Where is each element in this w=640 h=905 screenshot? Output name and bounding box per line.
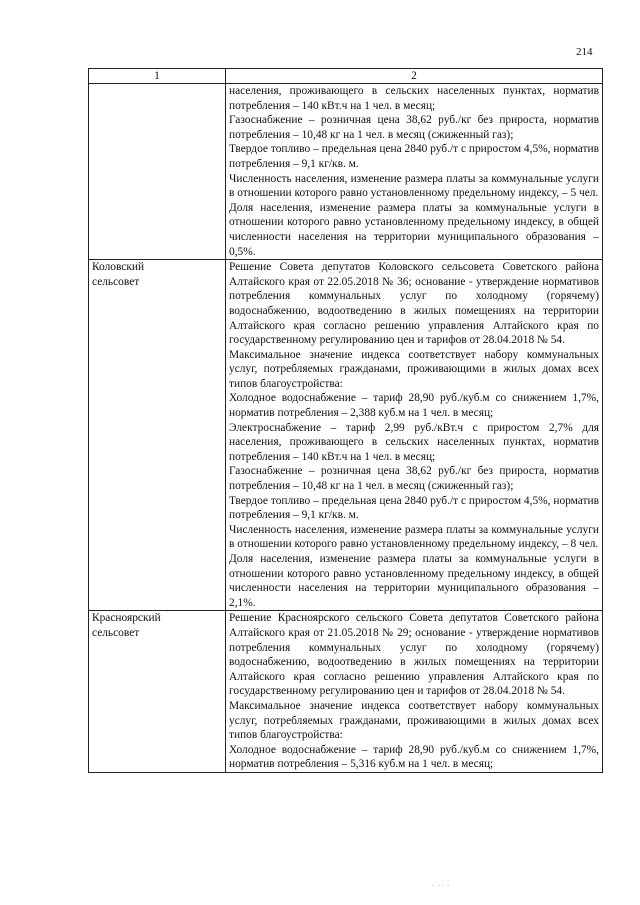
paragraph: Максимальное значение индекса соответствует набору коммунальных услуг, потребляемых гражданами, проживающими в жилых домах всех типов благоустройства: [229,699,599,742]
table-header-row [89,69,603,84]
table-row [89,84,603,260]
municipal-index-table [88,68,603,773]
municipality-cell [89,260,226,611]
column-header-1: 1 [89,69,226,84]
paragraph: Численность населения, изменение размера платы за коммунальные услуги в отношении которого равно установленному предельному индексу, – 5 чел. [229,172,599,200]
municipality-cell [89,84,226,260]
description-cell [226,84,603,260]
paragraph: Максимальное значение индекса соответствует набору коммунальных услуг, потребляемых гражданами, проживающими в жилых домах всех типов благоустройства: [229,348,599,390]
scan-mark: · ·· · [432,882,451,890]
municipality-name-line: Красноярский [92,612,161,625]
paragraph: населения, проживающего в сельских населенных пунктах, норматив потребления – 140 кВт.ч на 1 чел. в месяц; [229,85,599,112]
paragraph: Твердое топливо – предельная цена 2840 руб./т с приростом 4,5%, норматив потребления – 9,1 кг/кв. м. [229,494,599,522]
description-cell [226,260,603,611]
table-row [89,260,603,611]
paragraph: Доля населения, изменение размера платы за коммунальные услуги в отношении которого равно установленному предельному индексу, в общей численности населения на территории муниципального образования – 0,5%. [229,201,599,258]
municipality-cell [89,611,226,773]
paragraph: Решение Совета депутатов Коловского сельсовета Советского района Алтайского края от 22.05.2018 № 36; основание - утверждение нормативов потребления коммунальных услуг по холодному (горячему) водоснабжению, водоотведению в жилых помещениях на территории Алтайского края согласно решению управления Алтайского края по государственному регулированию цен и тарифов от 28.04.2018 № 54. [229,261,599,347]
column-header-2: 2 [226,69,603,84]
paragraph: Численность населения, изменение размера платы за коммунальные услуги в отношении которого равно установленному предельному индексу, – 8 чел. [229,523,599,551]
paragraph: Доля населения, изменение размера платы за коммунальные услуги в отношении которого равно установленному предельному индексу, в общей численности населения на территории муниципального образования – 2,1%. [229,553,599,609]
paragraph: Холодное водоснабжение – тариф 28,90 руб./куб.м со снижением 1,7%, норматив потребления – 2,388 куб.м на 1 чел. в месяц; [229,392,599,420]
table-row [89,611,603,773]
paragraph: Газоснабжение – розничная цена 38,62 руб./кг без прироста, норматив потребления – 10,48 кг на 1 чел. в месяц (сжиженный газ); [229,465,599,493]
description-cell [226,611,603,773]
paragraph: Твердое топливо – предельная цена 2840 руб./т с приростом 4,5%, норматив потребления – 9,1 кг/кв. м. [229,143,599,170]
paragraph: Холодное водоснабжение – тариф 28,90 руб./куб.м со снижением 1,7%, норматив потребления – 5,316 куб.м на 1 чел. в месяц; [229,743,599,771]
paragraph: Электроснабжение – тариф 2,99 руб./кВт.ч с приростом 2,7% для населения, проживающего в сельских населенных пунктах, норматив потребления – 140 кВт.ч на 1 чел. в месяц; [229,421,599,463]
municipality-name-line: Коловский [92,261,145,274]
page-number: 214 [576,46,593,58]
municipality-name-line: сельсовет [92,626,140,639]
municipality-name-line: сельсовет [92,275,140,288]
paragraph: Решение Красноярского сельского Совета депутатов Советского района Алтайского края от 21.05.2018 № 29; основание - утверждение нормативов потребления коммунальных услуг по холодному (горячему) водоснабжению, водоотведению в жилых помещениях на территории Алтайского края согласно решению управления Алтайского края по государственному регулированию цен и тарифов от 28.04.2018 № 54. [229,612,599,698]
paragraph: Газоснабжение – розничная цена 38,62 руб./кг без прироста, норматив потребления – 10,48 кг на 1 чел. в месяц (сжиженный газ); [229,114,599,141]
